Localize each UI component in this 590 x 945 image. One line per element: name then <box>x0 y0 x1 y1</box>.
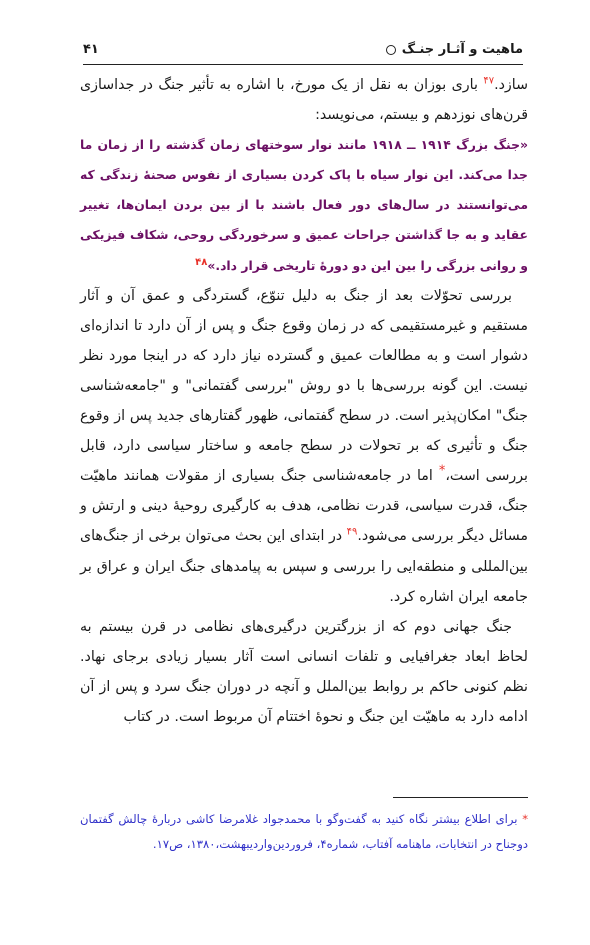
page-number: ۴۱ <box>83 42 99 57</box>
endnote-ref-47[interactable]: ۴۷ <box>483 75 495 87</box>
paragraph-analysis-part-b: اما در جامعه‌شناسی جنگ بسیاری از مقولات همانند ماهیّت جنگ، قدرت سیاسی، قدرت نظامی، هدف به کارگیری روحیهٔ دینی و ارتش و مسائل دیگر بررسی می‌شود. <box>80 468 528 545</box>
paragraph-intro-part-b: باری بوزان به نقل از یک مورخ، با اشاره به تأثیر جنگ در جداسازی قرن‌های نوزدهم و بیستم، می‌نویسد: <box>80 77 528 124</box>
paragraph-intro <box>80 70 528 130</box>
paragraph-ww2: جنگ جهانی دوم که از بزرگترین درگیری‌های نظامی در قرن بیستم به لحاظ ابعاد جغرافیایی و تلفات انسانی است آثار بسیار زیادی برجای نهاد. نظم کنونی حاکم بر روابط بین‌الملل و آنچه در دوران جنگ سرد و پس از آن ادامه دارد به ماهیّت این جنگ و نحوهٔ اختتام آن مربوط است. در کتاب <box>80 618 528 725</box>
header-title <box>386 42 523 57</box>
circle-icon <box>386 45 396 55</box>
block-quote-text: «جنگ بزرگ ۱۹۱۴ ــ ۱۹۱۸ مانند نوار سوختهای زمان گذشته را از زمان ما جدا می‌کند. این نوار سیاه با پاک کردن بسیاری از نفوس صحنهٔ زندگی که می‌توانستند در سال‌های دور فعال باشند با از بین بردن ایمان‌ها، تغییر عقاید و به جا گذاشتن جراحات عمیق و سرخوردگی روحی، شکاف فیزیکی و روانی بزرگی را بین این دو دورهٔ تاریخی قرار داد.» <box>80 137 528 273</box>
footnote <box>80 807 528 857</box>
main-text <box>80 70 528 732</box>
paragraph-analysis-part-a: بررسی تحوّلات بعد از جنگ به دلیل تنوّع، گستردگی و عمق آن و آثار مستقیم و غیرمستقیمی که در زمان وقوع جنگ و پس از آن دارد تا اندازه‌ای دشوار است و به مطالعات عمیق و گسترده نیاز دارد که در اینجا مورد نظر نیست. این گونه بررسی‌ها با دو روش "بررسی گفتمانی" و "جامعه‌شناسی جنگ" امکان‌پذیر است. در سطح گفتمانی، ظهور گفتارهای جدید پس از وقوع جنگ و تأثیری که بر تحولات در سطح جامعه و ساختار سیاسی دارد، قابل بررسی است، <box>80 287 528 485</box>
endnote-ref-49[interactable]: ۴۹ <box>346 526 358 538</box>
footnote-text: برای اطلاع بیشتر نگاه کنید به گفت‌وگو با محمدجواد غلامرضا کاشی دربارهٔ چالش گفتمان دوجناح در انتخابات، ماهنامه آفتاب، شماره۴، فروردین‌واردیبهشت،۱۳۸۰، ص۱۷. <box>80 812 528 851</box>
paragraph-analysis-part-c: در ابتدای این بحث می‌توان برخی از جنگ‌های بین‌المللی و منطقه‌ایی را بررسی و سپس به پیامدهای جنگ ایران و عراق بر جامعه ایران اشاره کرد. <box>80 528 528 605</box>
paragraph-intro-part-a: سازد. <box>494 77 528 93</box>
running-header <box>83 42 523 65</box>
endnote-ref-48[interactable]: ۴۸ <box>195 256 208 268</box>
footnote-star: * <box>522 812 528 826</box>
footnote-divider <box>393 797 528 798</box>
paragraph-analysis <box>80 281 528 612</box>
footnote-star-ref[interactable]: * <box>438 463 446 479</box>
block-quote <box>80 130 528 280</box>
header-title-text: ماهیت و آثـار جنـگ <box>401 42 523 57</box>
